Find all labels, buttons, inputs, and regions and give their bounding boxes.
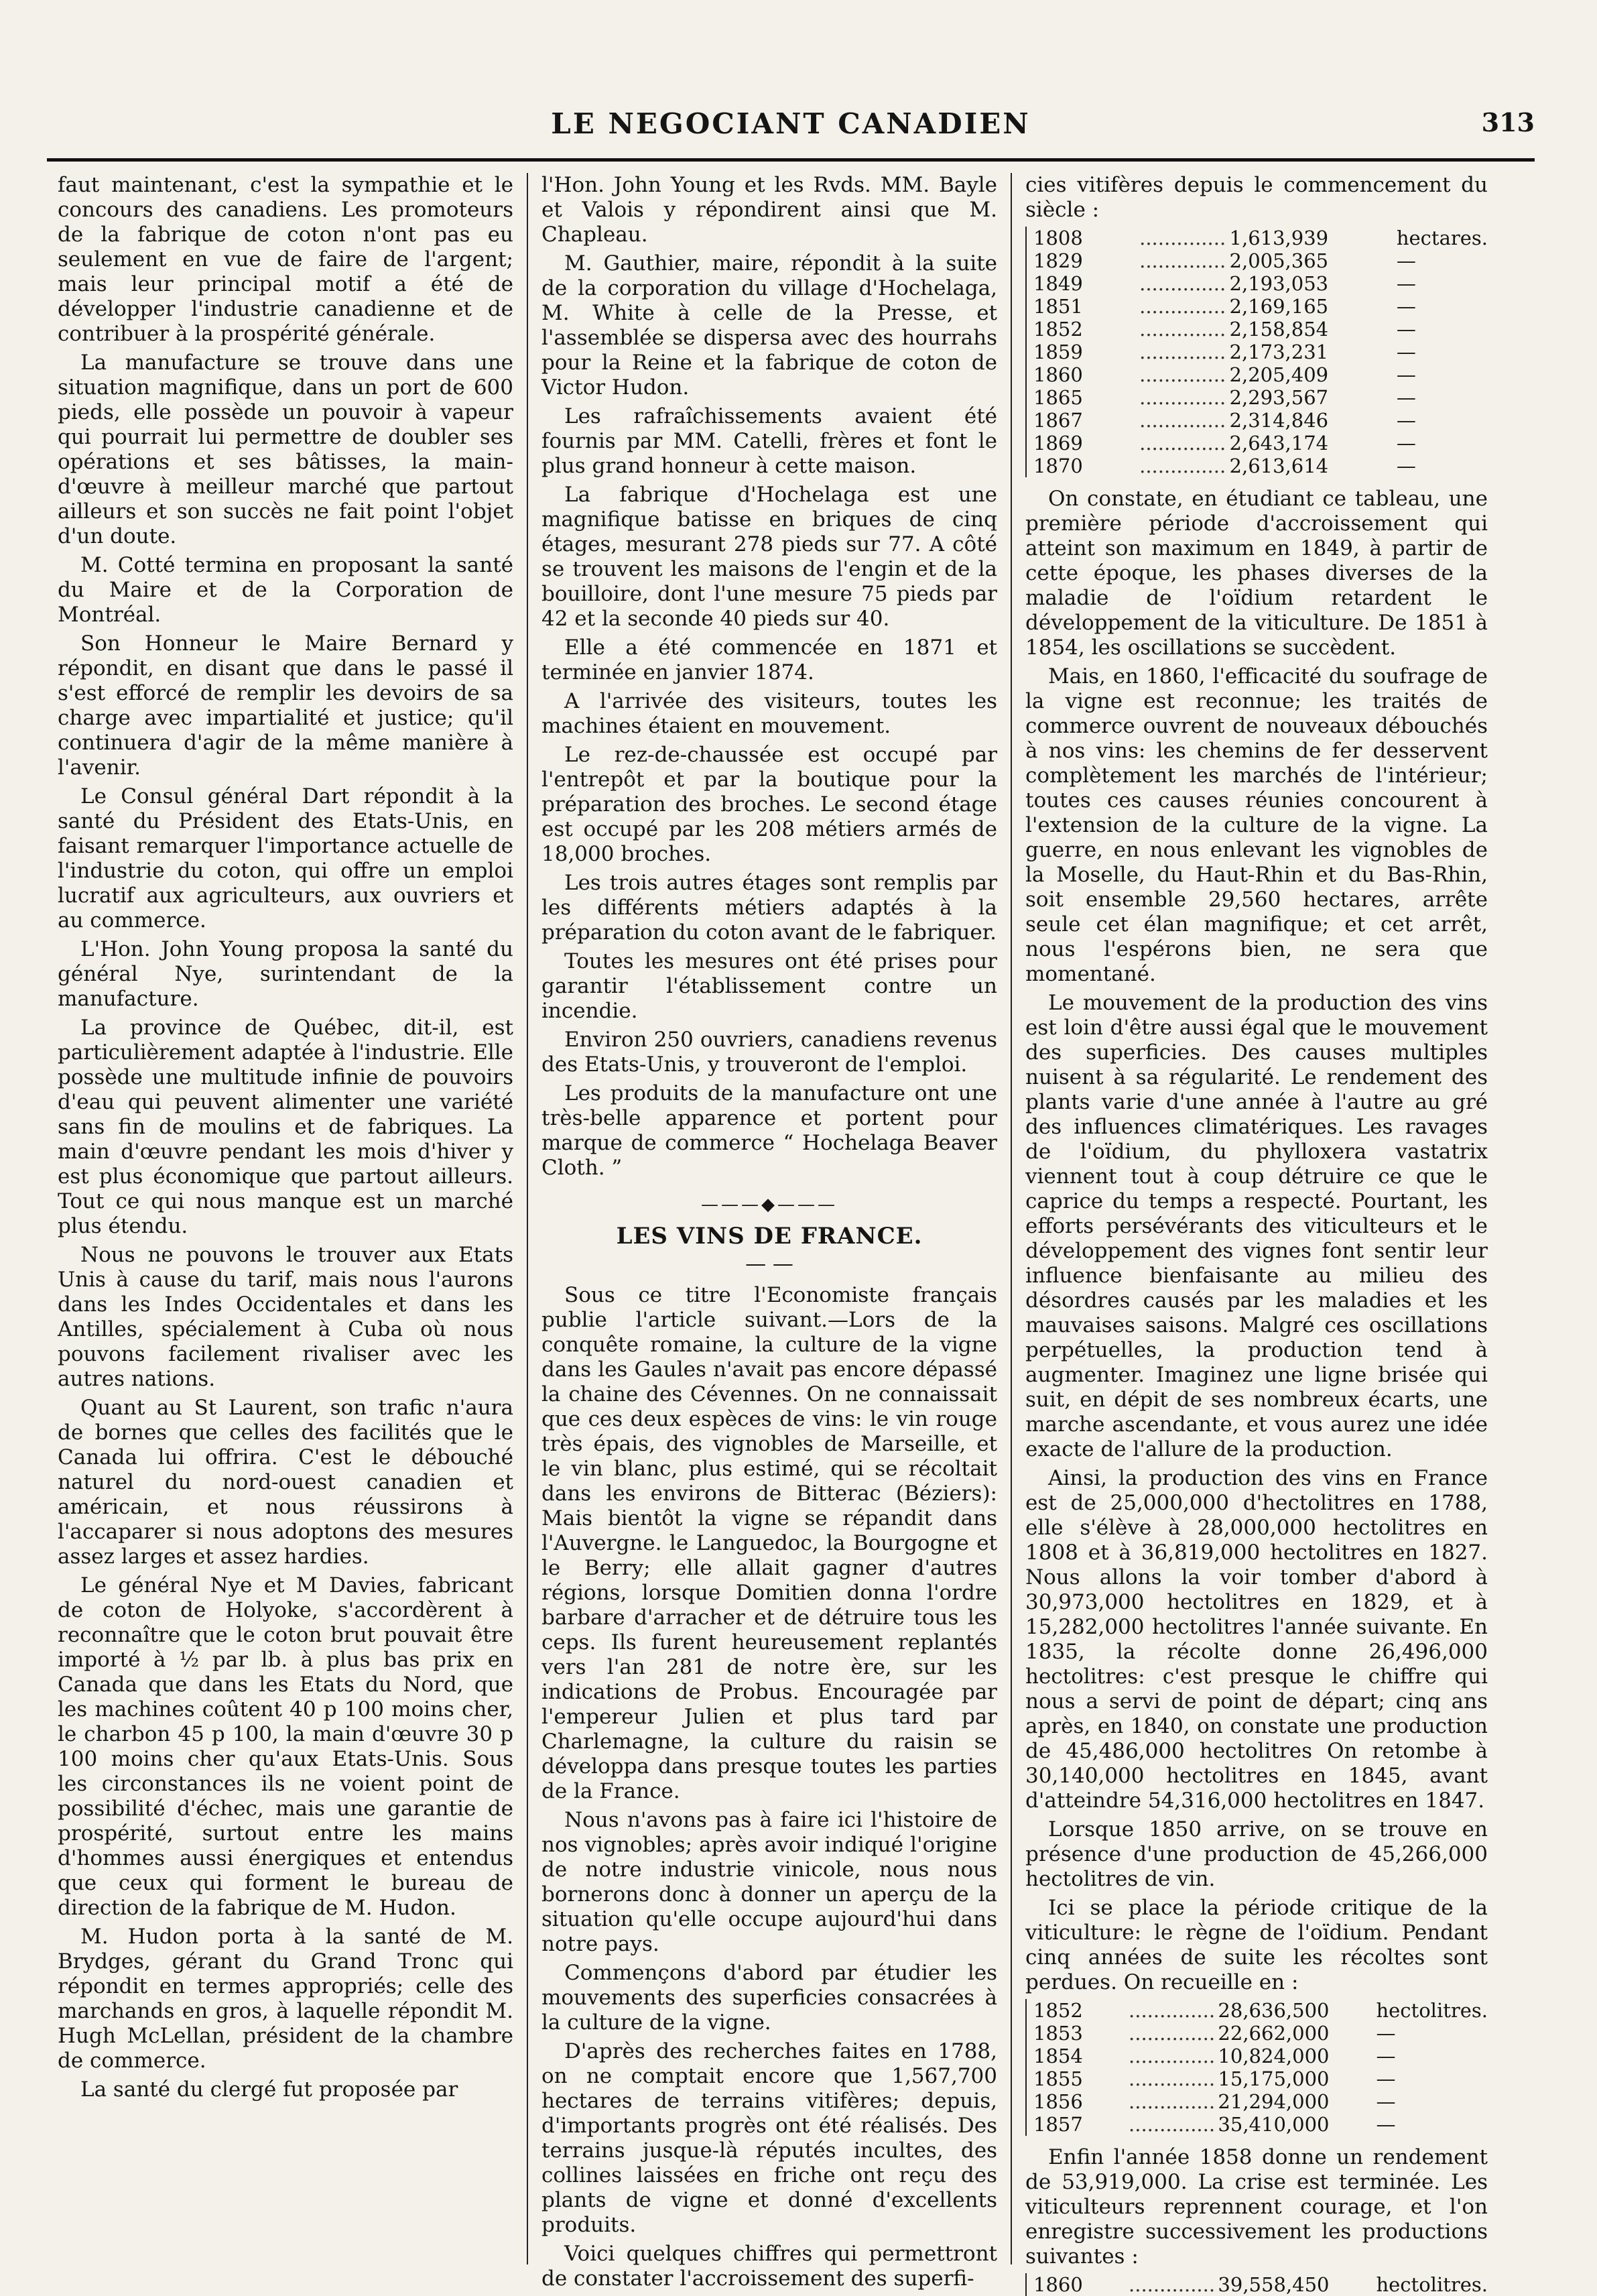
- paragraph: A l'arrivée des visiteurs, toutes les machines étaient en mouvement.: [541, 689, 997, 738]
- year-cell: 1852: [1033, 1999, 1083, 2022]
- leader-dots: ..............: [1129, 2273, 1216, 2296]
- paragraph: Sous ce titre l'Economiste français publie l'article suivant.—Lors de la conquête romaine, la culture de la vigne dans les Gaules n'avait pas encore dépassé la chaine des Cévennes. On ne connaissait que ces deux espèces de vins: le vin rouge très épais, des vignobles de Marseille, et le vin blanc, plus estimé, qui se récoltait dans les environs de Bitterac (Béziers): Mais bientôt la vigne se répandit dans l'Auvergne. le Languedoc, la Bourgogne et le Berry; elle allait gagner d'autres régions, lorsque Domitien donna l'ordre barbare d'arracher et de détruire tous les ceps. Ils furent heureusement replantés vers l'an 281 de notre ère, sur les indications de Probus. Encouragée par l'empereur Julien et plus tard par Charlemagne, la culture du raisin se développa dans presque toutes les parties de la France.: [541, 1283, 997, 1803]
- table-row: [1033, 227, 1488, 249]
- unit-cell: —: [1376, 2090, 1396, 2113]
- year-cell: 1853: [1033, 2022, 1083, 2045]
- value-cell: 2,005,365: [1229, 249, 1329, 272]
- leader-dots: ..............: [1139, 386, 1226, 409]
- value-cell: 2,643,174: [1229, 432, 1329, 455]
- title-subrule: — —: [745, 1252, 793, 1276]
- year-cell: 1829: [1033, 249, 1083, 272]
- column-3: [1025, 173, 1488, 2296]
- table-row: [1033, 2022, 1488, 2045]
- table-row: [1033, 432, 1488, 455]
- paragraph: cies vitifères depuis le commencement du siècle :: [1025, 173, 1488, 222]
- table-row: [1033, 2090, 1488, 2113]
- leader-dots: ..............: [1129, 2067, 1216, 2090]
- paragraph: Elle a été commencée en 1871 et terminée en janvier 1874.: [541, 636, 997, 684]
- value-cell: 15,175,000: [1218, 2067, 1330, 2090]
- table-row: [1033, 249, 1488, 272]
- leader-dots: ..............: [1129, 1999, 1216, 2022]
- year-cell: 1857: [1033, 2113, 1083, 2136]
- value-cell: 2,193,053: [1229, 272, 1329, 295]
- paragraph: La santé du clergé fut proposée par: [80, 2077, 458, 2102]
- year-cell: 1854: [1033, 2045, 1083, 2067]
- table-row: [1033, 363, 1488, 386]
- year-cell: 1808: [1033, 227, 1083, 249]
- year-cell: 1849: [1033, 272, 1083, 295]
- table-row: [1033, 2045, 1488, 2067]
- year-cell: 1856: [1033, 2090, 1083, 2113]
- leader-dots: ..............: [1139, 295, 1226, 318]
- value-cell: 1,613,939: [1229, 227, 1329, 249]
- unit-cell: —: [1396, 272, 1416, 295]
- paragraph: Voici quelques chiffres qui permettront de constater l'accroissement des superfi-: [541, 2242, 997, 2291]
- page-number: 313: [1481, 107, 1535, 137]
- value-cell: 21,294,000: [1218, 2090, 1330, 2113]
- year-cell: 1870: [1033, 455, 1083, 477]
- value-cell: 2,613,614: [1229, 455, 1329, 477]
- table-row: [1033, 1999, 1488, 2022]
- paragraph: Nous n'avons pas à faire ici l'histoire de nos vignobles; après avoir indiqué l'origine de notre industrie vinicole, nous nous bornerons donc à donner un aperçu de la situation qu'elle occupe aujourd'hui dans notre pays.: [541, 1808, 997, 1956]
- table-row: [1033, 341, 1488, 363]
- table-row: [1033, 386, 1488, 409]
- year-cell: 1859: [1033, 341, 1083, 363]
- newspaper-title: LE NEGOCIANT CANADIEN: [551, 107, 1031, 140]
- value-cell: 39,558,450: [1218, 2273, 1330, 2296]
- unit-cell: —: [1396, 295, 1416, 318]
- paragraph: Les trois autres étages sont remplis par les différents métiers adaptés à la préparation du coton avant de le fabriquer.: [541, 871, 997, 945]
- table-row: [1033, 2067, 1488, 2090]
- unit-cell: —: [1396, 363, 1416, 386]
- value-cell: 2,293,567: [1229, 386, 1329, 409]
- unit-cell: hectolitres.: [1376, 2273, 1488, 2296]
- data-table: [1033, 2273, 1488, 2296]
- value-cell: 22,662,000: [1218, 2022, 1330, 2045]
- paragraph: Quant au St Laurent, son trafic n'aura de bornes que celles des facilités que le Canada lui offrira. C'est le débouché naturel du nord-ouest canadien et américain, et nous réussirons à l'accaparer si nous adoptons des mesures assez larges et assez hardies.: [58, 1396, 513, 1569]
- header-rule: [47, 158, 1535, 162]
- unit-cell: —: [1396, 318, 1416, 341]
- paragraph: Lorsque 1850 arrive, on se trouve en présence d'une production de 45,266,000 hectolitres de vin.: [1025, 1817, 1488, 1891]
- year-cell: 1852: [1033, 318, 1083, 341]
- table-row: [1033, 318, 1488, 341]
- paragraph: D'après des recherches faites en 1788, on ne comptait encore que 1,567,700 hectares de terrains vitifères; depuis, d'importants progrès ont été réalisés. Des terrains jusque-là réputés incultes, des collines laissées en friche ont reçu des plants de vigne et donné d'excellents produits.: [541, 2039, 997, 2237]
- paragraph: Toutes les mesures ont été prises pour garantir l'établissement contre un incendie.: [541, 949, 997, 1023]
- table-row: [1033, 409, 1488, 432]
- leader-dots: ..............: [1139, 363, 1226, 386]
- column-1: [58, 173, 513, 2264]
- unit-cell: —: [1376, 2022, 1396, 2045]
- paragraph: faut maintenant, c'est la sympathie et le concours des canadiens. Les promoteurs de la fabrique de coton n'ont pas eu seulement en vue de faire de l'argent; mais leur principal motif a été de développer l'industrie canadienne et de contribuer à la prospérité générale.: [58, 173, 513, 346]
- unit-cell: —: [1376, 2045, 1396, 2067]
- paragraph: l'Hon. John Young et les Rvds. MM. Bayle et Valois y répondirent ainsi que M. Chapleau.: [541, 173, 997, 247]
- year-cell: 1860: [1033, 2273, 1083, 2296]
- page-header: [47, 107, 1535, 161]
- unit-cell: —: [1396, 386, 1416, 409]
- value-cell: 2,169,165: [1229, 295, 1329, 318]
- paragraph: Le Consul général Dart répondit à la santé du Président des Etats-Unis, en faisant remarquer l'importance actuelle de l'industrie du coton, qui offre un emploi lucratif aux agriculteurs, aux ouvriers et au commerce.: [58, 784, 513, 932]
- leader-dots: ..............: [1129, 2090, 1216, 2113]
- unit-cell: —: [1376, 2113, 1396, 2136]
- paragraph: Ici se place la période critique de la viticulture: le règne de l'oïdium. Pendant cinq années de suite les récoltes sont perdues. On recueille en :: [1025, 1896, 1488, 1994]
- unit-cell: —: [1376, 2067, 1396, 2090]
- table-row: [1033, 2273, 1488, 2296]
- paragraph: Enfin l'année 1858 donne un rendement de 53,919,000. La crise est terminée. Les viticulteurs reprennent courage, et l'on enregistre successivement les productions suivantes :: [1025, 2145, 1488, 2269]
- paragraph: Commençons d'abord par étudier les mouvements des superficies consacrées à la culture de la vigne.: [541, 1961, 997, 2035]
- leader-dots: ..............: [1139, 409, 1226, 432]
- paragraph: Ainsi, la production des vins en France est de 25,000,000 d'hectolitres en 1788, elle s'élève à 28,000,000 hectolitres en 1808 et à 36,819,000 hectolitres en 1827. Nous allons la voir tomber d'abord à 30,973,000 hectolitres en 1829, et à 15,282,000 hectolitres l'année suivante. En 1835, la récolte donne 26,496,000 hectolitres: c'est presque le chiffre qui nous a servi de point de départ; cinq ans après, en 1840, on constate une production de 45,486,000 hectolitres On retombe à 30,140,000 hectolitres en 1845, avant d'atteindre 54,316,000 hectolitres en 1847.: [1025, 1466, 1488, 1813]
- data-table: [1033, 1999, 1488, 2136]
- paragraph: Le mouvement de la production des vins est loin d'être aussi égal que le mouvement des superficies. Des causes multiples nuisent à sa régularité. Le rendement des plants varie d'une année à l'autre au gré des influences climatériques. Les ravages de l'oïdium, du phylloxera vastatrix viennent tout à coup détruire ce que le caprice du temps a respecté. Pourtant, les efforts persévérants des viticulteurs et le développement des vignes font sentir leur influence bienfaisante au milieu des désordres causés par les maladies et les mauvaises saisons. Malgré ces oscillations perpétuelles, la production tend à augmenter. Imaginez une ligne brisée qui suit, en dépit de ses nombreux écarts, une marche ascendante, et vous aurez une idée exacte de l'allure de la production.: [1025, 991, 1488, 1461]
- value-cell: 2,314,846: [1229, 409, 1329, 432]
- unit-cell: hectolitres.: [1376, 1999, 1488, 2022]
- paragraph: M. Gauthier, maire, répondit à la suite de la corporation du village d'Hochelaga, M. White à celle de la Presse, et l'assemblée se dispersa avec des hourrahs pour la Reine et la fabrique de coton de Victor Hudon.: [541, 251, 997, 400]
- leader-dots: ..............: [1139, 272, 1226, 295]
- leader-dots: ..............: [1139, 249, 1226, 272]
- column-divider: [527, 173, 528, 2264]
- paragraph: La fabrique d'Hochelaga est une magnifique batisse en briques de cinq étages, mesurant 278 pieds sur 77. A côté se trouvent les maisons de l'engin et de la bouilloire, dont l'une mesure 75 pieds par 42 et la seconde 40 pieds sur 40.: [541, 483, 997, 631]
- article-title: LES VINS DE FRANCE.: [616, 1223, 923, 1250]
- column-2: [541, 173, 997, 2291]
- value-cell: 2,205,409: [1229, 363, 1329, 386]
- paragraph: M. Hudon porta à la santé de M. Brydges, gérant du Grand Tronc qui répondit en termes appropriés; celle des marchands en gros, à laquelle répondit M. Hugh McLellan, président de la chambre de commerce.: [58, 1925, 513, 2073]
- paragraph: Le rez-de-chaussée est occupé par l'entrepôt et par la boutique pour la préparation des broches. Le second étage est occupé par les 208 métiers armés de 18,000 broches.: [541, 743, 997, 866]
- wine-production-table: [1025, 1999, 1488, 2136]
- paragraph: On constate, en étudiant ce tableau, une première période d'accroissement qui atteint son maximum en 1849, à partir de cette époque, les phases diverses de la maladie de l'oïdium retardent le développement de la viticulture. De 1851 à 1854, les oscillations se succèdent.: [1025, 487, 1488, 660]
- year-cell: 1867: [1033, 409, 1083, 432]
- leader-dots: ..............: [1139, 227, 1226, 249]
- table-row: [1033, 272, 1488, 295]
- paragraph: Le général Nye et M Davies, fabricant de coton de Holyoke, s'accordèrent à reconnaître que le coton brut pouvait être importé à ½ par lb. à plus bas prix en Canada que dans les Etats du Nord, que les machines coûtent 40 p 100 moins cher, le charbon 45 p 100, la main d'œuvre 30 p 100 moins cher qu'aux Etats-Unis. Sous les circonstances ils ne voient point de possibilité d'échec, mais une garantie de prospérité, surtout entre les mains d'hommes aussi énergiques et entendus que ceux qui forment le bureau de direction de la fabrique de M. Hudon.: [58, 1573, 513, 1920]
- unit-cell: —: [1396, 432, 1416, 455]
- unit-cell: —: [1396, 249, 1416, 272]
- column-divider: [1011, 173, 1012, 2264]
- unit-cell: —: [1396, 341, 1416, 363]
- value-cell: 2,173,231: [1229, 341, 1329, 363]
- leader-dots: ..............: [1139, 455, 1226, 477]
- unit-cell: —: [1396, 409, 1416, 432]
- leader-dots: ..............: [1139, 341, 1226, 363]
- paragraph: La manufacture se trouve dans une situation magnifique, dans un port de 600 pieds, elle possède un pouvoir à vapeur qui pourrait lui permettre de doubler ses opérations et ses bâtisses, la main-d'œuvre à meilleur marché que partout ailleurs et son succès ne fait point l'objet d'un doute.: [58, 351, 513, 548]
- paragraph: La province de Québec, dit-il, est particulièrement adaptée à l'industrie. Elle possède une multitude infinie de pouvoirs d'eau qui peuvent alimenter une variété sans fin de moulins et de fabriques. La main d'œuvre pendant les mois d'hiver y est plus économique que partout ailleurs. Tout ce qui nous manque est un marché plus étendu.: [58, 1016, 513, 1238]
- year-cell: 1860: [1033, 363, 1083, 386]
- year-cell: 1851: [1033, 295, 1083, 318]
- year-cell: 1855: [1033, 2067, 1083, 2090]
- leader-dots: ..............: [1129, 2022, 1216, 2045]
- paragraph: Environ 250 ouvriers, canadiens revenus des Etats-Unis, y trouveront de l'emploi.: [541, 1028, 997, 1077]
- data-table: [1033, 227, 1488, 477]
- value-cell: 35,410,000: [1218, 2113, 1330, 2136]
- year-cell: 1869: [1033, 432, 1083, 455]
- year-cell: 1865: [1033, 386, 1083, 409]
- unit-cell: —: [1396, 455, 1416, 477]
- section-separator: ———◆———: [701, 1195, 838, 1215]
- table-row: [1033, 295, 1488, 318]
- value-cell: 28,636,500: [1218, 1999, 1330, 2022]
- value-cell: 2,158,854: [1229, 318, 1329, 341]
- table-row: [1033, 2113, 1488, 2136]
- paragraph: Les rafraîchissements avaient été fournis par MM. Catelli, frères et font le plus grand honneur à cette maison.: [541, 404, 997, 478]
- wine-production-table-2: [1025, 2273, 1488, 2296]
- paragraph: Les produits de la manufacture ont une très-belle apparence et portent pour marque de commerce “ Hochelaga Beaver Cloth. ”: [541, 1081, 997, 1180]
- leader-dots: ..............: [1129, 2045, 1216, 2067]
- leader-dots: ..............: [1129, 2113, 1216, 2136]
- table-row: [1033, 455, 1488, 477]
- value-cell: 10,824,000: [1218, 2045, 1330, 2067]
- vineyard-area-table: [1025, 227, 1488, 477]
- leader-dots: ..............: [1139, 432, 1226, 455]
- leader-dots: ..............: [1139, 318, 1226, 341]
- paragraph: L'Hon. John Young proposa la santé du général Nye, surintendant de la manufacture.: [58, 937, 513, 1011]
- paragraph: Son Honneur le Maire Bernard y répondit, en disant que dans le passé il s'est efforcé de remplir les devoirs de sa charge avec impartialité et justice; qu'il continuera d'agir de la même manière à l'avenir.: [58, 631, 513, 780]
- unit-cell: hectares.: [1396, 227, 1488, 249]
- paragraph: M. Cotté termina en proposant la santé du Maire et de la Corporation de Montréal.: [58, 553, 513, 627]
- paragraph: Mais, en 1860, l'efficacité du soufrage de la vigne est reconnue; les traités de commerce ouvrent de nouveaux débouchés à nos vins: les chemins de fer desservent complètement les marchés de l'intérieur; toutes ces causes réunies concourent à l'extension de la culture de la vigne. La guerre, en nous enlevant les vignobles de la Moselle, du Haut-Rhin et du Bas-Rhin, soit ensemble 29,560 hectares, arrête seule cet élan magnifique; et cet arrêt, nous l'espérons bien, ne sera que momentané.: [1025, 664, 1488, 986]
- paragraph: Nous ne pouvons le trouver aux Etats Unis à cause du tarif, mais nous l'aurons dans les Indes Occidentales et dans les Antilles, spécialement à Cuba où nous pouvons facilement rivaliser avec les autres nations.: [58, 1243, 513, 1391]
